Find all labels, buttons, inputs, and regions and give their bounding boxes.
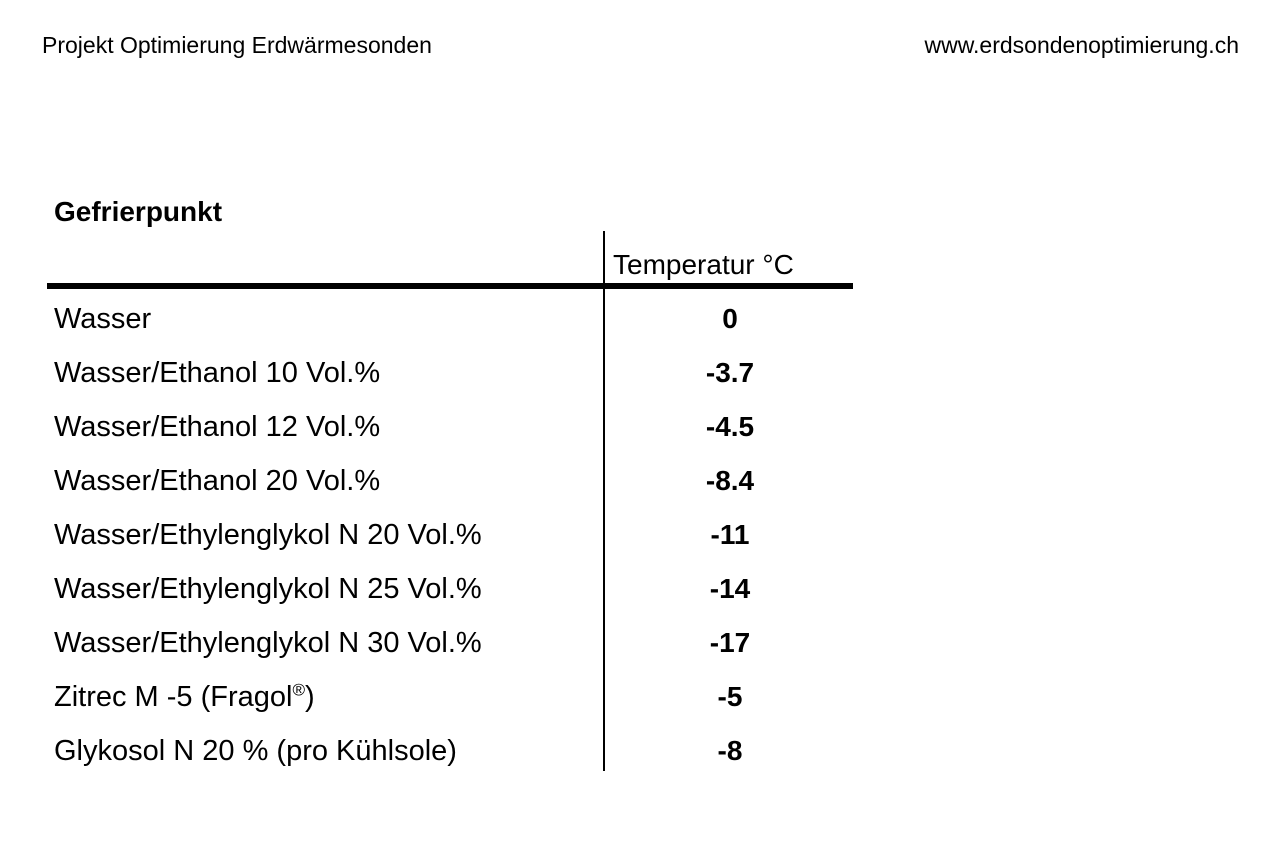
row-value: -3.7 (705, 357, 755, 388)
table-row (0, 407, 900, 447)
table-row (0, 623, 900, 663)
table-row (0, 461, 900, 501)
row-value: -8 (717, 735, 743, 766)
header-project-title: Projekt Optimierung Erdwärmesonden (42, 32, 432, 58)
row-value: -8.4 (705, 465, 755, 496)
row-label: Wasser/Ethanol 10 Vol.% (54, 357, 381, 389)
registered-mark: ® (292, 680, 306, 700)
row-label-text: Zitrec M -5 (Fragol (54, 681, 293, 713)
row-value: -11 (710, 519, 750, 550)
row-value: -14 (709, 573, 751, 604)
table-row (0, 677, 900, 717)
row-value: -4.5 (705, 411, 755, 442)
row-label: Wasser/Ethanol 20 Vol.% (54, 465, 381, 497)
table-row (0, 299, 900, 339)
table-row (0, 569, 900, 609)
header-rule (47, 283, 853, 289)
row-value: -5 (717, 681, 743, 712)
row-value: 0 (722, 303, 738, 334)
row-value: -17 (709, 627, 751, 658)
row-label (54, 677, 315, 717)
row-label-closing: ) (305, 681, 315, 713)
table-row (0, 731, 900, 771)
row-label: Wasser/Ethanol 12 Vol.% (54, 411, 381, 443)
row-label: Wasser/Ethylenglykol N 30 Vol.% (54, 627, 482, 659)
column-header-temperature: Temperatur °C (613, 249, 794, 280)
row-label: Wasser (54, 303, 152, 335)
row-label: Wasser/Ethylenglykol N 25 Vol.% (54, 573, 482, 605)
table-row (0, 353, 900, 393)
row-label: Glykosol N 20 % (pro Kühlsole) (54, 735, 457, 767)
table-row (0, 515, 900, 555)
header-website-url: www.erdsondenoptimierung.ch (924, 32, 1239, 58)
row-label: Wasser/Ethylenglykol N 20 Vol.% (54, 519, 482, 551)
section-title: Gefrierpunkt (54, 196, 223, 227)
